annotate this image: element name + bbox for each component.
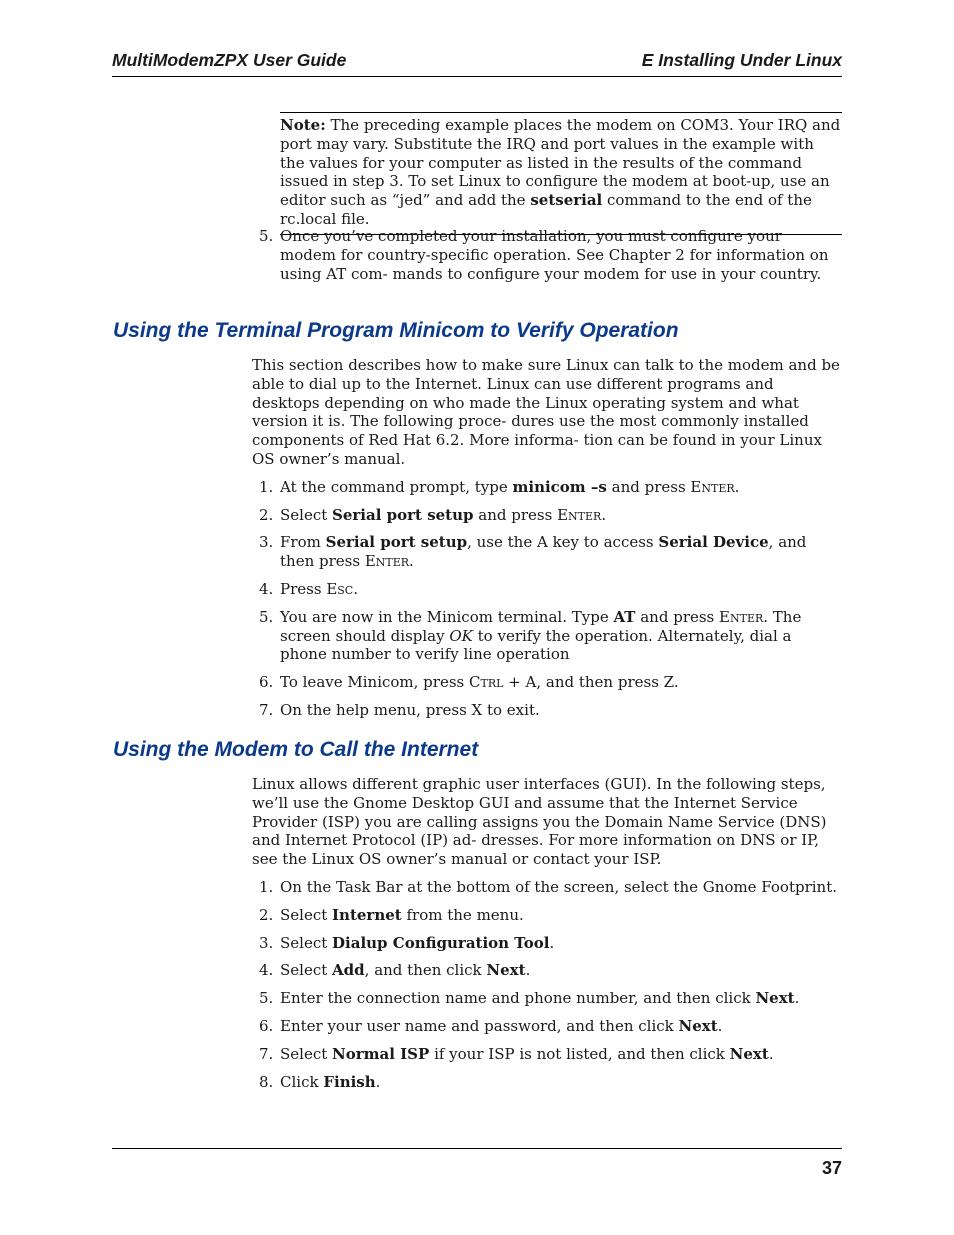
menu-text: Serial port setup (332, 505, 474, 524)
step-text: if your ISP is not listed, and then click (429, 1044, 730, 1063)
menu-text: Next (755, 989, 795, 1008)
step-text: Click (280, 1072, 324, 1091)
step-text: Press (280, 579, 327, 598)
list-item (252, 533, 842, 571)
step-text: and press (606, 477, 691, 496)
step-number: 6. (259, 1016, 274, 1035)
step-text: . (768, 1044, 774, 1063)
section-minicom-body (252, 356, 842, 720)
menu-text: Next (486, 961, 526, 980)
step-number: 4. (259, 579, 274, 598)
step-text: , use the A key to access (467, 533, 659, 552)
page-header (112, 48, 842, 77)
step-number: 3. (259, 533, 274, 552)
list-item (252, 1045, 842, 1064)
page-number: 37 (821, 1158, 842, 1178)
step-number: 3. (259, 933, 274, 952)
step-text: Enter your user name and password, and then click (280, 1016, 679, 1035)
list-item (252, 608, 842, 664)
step-text: . (353, 579, 358, 598)
list-item (252, 906, 842, 925)
step-text: , and then press (280, 533, 807, 571)
step-text: To leave Minicom, press (280, 673, 469, 692)
section-intro: Linux allows different graphic user interfaces (GUI). In the following steps, we’ll use the Gnome Desktop GUI and assume that the Internet Service Provider (ISP) you are calling assigns you the Domain Name Service (DNS) and Internet Protocol (IP) ad- dresses. For more information on DNS or IP, see the Linux OS owner’s manual or contact your ISP. (252, 775, 827, 869)
list-item (252, 1073, 842, 1092)
key-name: Esc (326, 579, 354, 598)
menu-text: Add (332, 961, 365, 980)
step-number: 2. (259, 905, 274, 924)
list-item (252, 506, 842, 525)
command-text: AT (613, 607, 636, 626)
step-number: 4. (259, 961, 274, 980)
step-number: 7. (259, 700, 274, 719)
step-text: You are now in the Minicom terminal. Type (280, 607, 614, 626)
step-text: and press (473, 505, 558, 524)
step-text: . The screen should display (280, 607, 802, 645)
menu-text: Internet (332, 905, 402, 924)
step-number: 2. (259, 505, 274, 524)
header-chapter-title: E Installing Under Linux (641, 50, 842, 70)
step-text: . (794, 989, 800, 1008)
page-footer (112, 1148, 842, 1184)
step-text: Select (280, 905, 333, 924)
step-text: . (601, 505, 607, 524)
menu-text: Serial Device (658, 533, 769, 552)
step-text: from the menu. (401, 905, 524, 924)
step-number: 5. (259, 607, 274, 626)
header-guide-title: MultiModemZPX User Guide (112, 50, 347, 70)
menu-text: Serial port setup (325, 533, 468, 552)
step-text: . (525, 961, 531, 980)
list-item (252, 989, 842, 1008)
key-name: Ctrl (469, 673, 504, 692)
note-text: The preceding example places the modem on COM3. Your IRQ and port may vary. Substitute the IRQ and port values in the example with the values for your computer as listed in the results of the command issued in step 3. To set Linux to configure the modem at boot-up, use an editor such as “jed” and add the (280, 116, 841, 210)
step-number: 7. (259, 1044, 274, 1063)
menu-text: Normal ISP (332, 1044, 430, 1063)
key-name: Enter (364, 552, 410, 571)
step-text: . (717, 1016, 723, 1035)
step-text: Select (280, 1044, 333, 1063)
key-name: Enter (690, 477, 735, 496)
step-text: . (549, 933, 555, 952)
step-number: 5. (259, 989, 274, 1008)
step-text: On the Task Bar at the bottom of the screen, select the Gnome Footprint. (280, 877, 838, 896)
step-number: 6. (259, 673, 274, 692)
step-text: , and then click (364, 961, 487, 980)
list-item (252, 580, 842, 599)
section-heading-internet: Using the Modem to Call the Internet (113, 738, 479, 761)
step-text: . (375, 1072, 381, 1091)
step-text: Once you’ve completed your installation, you must configure your modem for country-specific operation. See Chapter 2 for information on using AT com- mands to configure your modem for use in your country. (280, 227, 829, 283)
step-number: 1. (259, 477, 274, 496)
note-label: Note: (280, 116, 326, 134)
list-item (252, 673, 842, 692)
list-item (252, 701, 842, 720)
key-name: Enter (719, 607, 764, 626)
list-item (252, 1017, 842, 1036)
list-item (252, 878, 842, 897)
list-item (252, 961, 842, 980)
response-text: OK (449, 626, 473, 645)
step-text: . (409, 552, 414, 571)
note-command: setserial (530, 191, 603, 210)
step-text: . (734, 477, 740, 496)
step-text: + A, and then press Z. (503, 673, 679, 692)
step-text: Select (280, 933, 333, 952)
step-text: On the help menu, press X to exit. (280, 700, 540, 719)
section-intro: This section describes how to make sure Linux can talk to the modem and be able to dial up to the Internet. Linux can use different programs and desktops depending on who made the Linux operating system and what version it is. The following proce- dures use the most commonly installed components of Red Hat 6.2. More informa- tion can be found in your Linux OS owner’s manual. (252, 356, 840, 468)
step-text: and press (635, 607, 720, 626)
key-name: Enter (557, 505, 602, 524)
step-text: Enter the connection name and phone number, and then click (280, 989, 756, 1008)
step-number: 1. (259, 877, 274, 896)
note-box (280, 112, 842, 235)
menu-text: Next (678, 1016, 718, 1035)
list-item (252, 478, 842, 497)
menu-text: Next (729, 1044, 769, 1063)
step-text: to verify the operation. Alternately, dial a phone number to verify line operation (280, 626, 792, 664)
step-number: 5. (259, 227, 274, 245)
menu-text: Finish (323, 1072, 376, 1091)
list-item (252, 934, 842, 953)
previous-step-list (252, 227, 842, 283)
note-text-end: command to the end of the rc.local file. (280, 191, 812, 228)
menu-text: Dialup Configuration Tool (332, 933, 550, 952)
section-heading-minicom: Using the Terminal Program Minicom to Verify Operation (113, 319, 679, 342)
step-text: From (280, 533, 326, 552)
command-text: minicom –s (512, 477, 607, 496)
step-number: 8. (259, 1072, 274, 1091)
step-text: At the command prompt, type (280, 477, 513, 496)
step-text: Select (280, 505, 333, 524)
section-internet-body (252, 775, 842, 1091)
step-text: Select (280, 961, 333, 980)
list-item (252, 227, 842, 283)
